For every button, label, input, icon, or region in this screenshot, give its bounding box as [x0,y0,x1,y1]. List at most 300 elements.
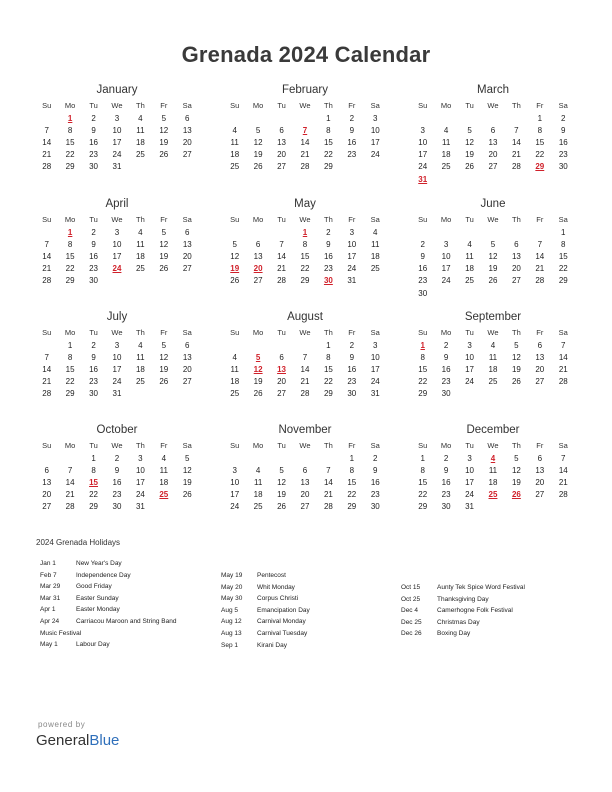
holiday-list-column-3 [401,582,525,640]
day-cell: 5 [232,239,237,249]
day-cell: 14 [42,251,52,261]
day-cell: 27 [253,276,263,286]
weekday-header: Tu [89,214,98,224]
holiday-date: Aug 13 [221,629,242,637]
holiday-name: Kirani Day [257,641,287,649]
day-cell: 19 [465,150,474,160]
holiday-item [221,593,310,605]
day-cell: 28 [323,502,333,512]
day-cell: 31 [370,389,380,399]
day-cell: 9 [349,352,355,362]
day-cell: 16 [370,477,380,487]
weekday-header: Sa [558,440,568,450]
holiday-item [401,594,525,606]
day-cell: 23 [441,490,451,500]
weekday-header: Fr [536,100,544,110]
weekday-header: Mo [440,440,452,450]
holiday-date: May 19 [221,572,243,579]
day-cell: 15 [418,364,428,374]
day-cell: 29 [323,389,333,399]
day-cell: 13 [42,477,52,487]
day-cell: 30 [441,389,451,399]
day-cell: 1 [326,340,331,350]
day-cell: 24 [441,276,451,286]
month-december [411,422,575,513]
weekday-header: Su [42,440,52,450]
holiday-date: Aug 5 [221,606,238,614]
day-cell: 2 [326,227,331,237]
day-cell: 9 [91,239,96,249]
month-table [223,325,387,400]
empty-cell [481,112,504,124]
day-cell: 10 [112,352,122,362]
day-cell: 26 [511,377,521,387]
weekday-header: Mo [252,327,264,337]
day-cell: 21 [535,264,545,274]
holiday-item [40,616,176,628]
weekday-header: We [487,100,499,110]
day-cell: 19 [182,477,192,487]
day-cell: 17 [441,264,451,274]
empty-cell [505,112,528,124]
day-cell: 19 [253,377,263,387]
weekday-header: Th [136,327,145,337]
empty-cell [505,173,528,185]
day-cell: 28 [65,502,75,512]
day-cell: 2 [91,227,96,237]
weekday-header: Tu [277,327,286,337]
empty-cell [505,287,528,299]
empty-cell [458,226,481,238]
generalblue-logo[interactable] [36,732,119,749]
holiday-name: Camerhogne Folk Festival [437,607,513,615]
day-cell: 5 [161,227,167,237]
month-name: February [281,84,329,96]
day-cell: 1 [420,340,425,350]
weekday-header: Mo [64,327,76,337]
day-cell: 2 [443,453,449,463]
day-cell: 22 [347,490,357,500]
holiday-date: Dec 26 [401,630,422,638]
day-cell: 23 [112,490,122,500]
day-cell: 7 [514,125,519,135]
holiday-name: Pentecost [257,572,286,579]
day-cell: 20 [42,490,52,500]
weekday-header: Fr [536,327,544,337]
day-cell: 5 [279,465,284,475]
day-cell: 13 [535,465,545,475]
day-cell: 31 [347,276,357,286]
day-cell: 3 [373,340,378,350]
day-cell: 7 [302,125,308,135]
empty-cell [246,226,269,238]
holiday-item [40,558,176,570]
day-cell: 4 [138,113,143,123]
day-cell: 8 [326,125,331,135]
day-cell: 6 [514,239,519,249]
day-cell: 2 [91,113,96,123]
holiday-name: Boxing Day [437,630,471,638]
day-cell: 18 [253,490,263,500]
holiday-item [221,570,310,582]
empty-cell [505,226,528,238]
day-cell: 6 [185,227,190,237]
day-cell: 30 [418,288,428,298]
month-name: August [287,311,323,323]
empty-cell [293,112,316,124]
empty-cell [152,161,175,173]
weekday-header: Su [418,440,428,450]
weekday-header: Fr [348,440,356,450]
day-cell: 22 [65,264,75,274]
day-cell: 22 [418,377,428,387]
day-cell: 20 [488,150,498,160]
month-table [223,98,387,173]
empty-cell [434,226,457,238]
day-cell: 6 [537,453,543,463]
holiday-date: Dec 25 [401,618,422,626]
weekday-header: Th [512,214,521,224]
day-cell: 29 [300,276,310,286]
day-cell: 3 [420,125,425,135]
day-cell: 16 [323,251,333,261]
empty-cell [176,161,199,173]
empty-cell [458,173,481,185]
empty-cell [129,161,152,173]
holiday-name: Whit Monday [257,583,295,591]
day-cell: 30 [89,162,98,172]
day-cell: 15 [89,477,98,487]
day-cell: 25 [488,490,498,500]
day-cell: 8 [420,352,425,362]
day-cell: 4 [467,239,472,249]
page-title: Grenada 2024 Calendar [181,42,431,67]
empty-cell [246,112,269,124]
holiday-item [40,581,176,593]
day-cell: 27 [535,377,545,387]
holidays-title: 2024 Grenada Holidays [36,538,121,547]
day-cell: 25 [135,377,145,387]
empty-cell [528,173,551,185]
weekday-header: We [111,327,123,337]
day-cell: 12 [253,364,263,374]
day-cell: 22 [558,264,568,274]
day-cell: 18 [441,150,451,160]
holiday-item [401,605,525,617]
day-cell: 30 [558,162,568,172]
day-cell: 17 [370,137,380,147]
month-table [411,98,575,185]
day-cell: 13 [277,137,286,147]
day-cell: 6 [279,352,284,362]
weekday-header: Su [230,214,240,224]
holiday-name: Carnival Tuesday [257,629,308,637]
month-july [35,309,199,400]
day-cell: 25 [230,162,240,172]
day-cell: 28 [42,276,52,286]
day-cell: 27 [277,162,286,172]
day-cell: 11 [230,137,239,147]
weekday-header: Tu [465,440,474,450]
day-cell: 26 [182,490,192,500]
empty-cell [364,275,387,287]
empty-cell [552,173,575,185]
day-cell: 11 [136,125,145,135]
weekday-header: Th [136,100,145,110]
empty-cell [481,173,504,185]
month-table [223,438,387,513]
day-cell: 12 [182,465,192,475]
empty-cell [552,287,575,299]
holiday-date: May 30 [221,595,243,603]
day-cell: 23 [418,276,428,286]
weekday-header: Su [42,327,52,337]
day-cell: 14 [42,137,52,147]
day-cell: 18 [488,364,498,374]
day-cell: 23 [370,490,380,500]
day-cell: 24 [370,377,380,387]
day-cell: 2 [114,453,120,463]
weekday-header: We [299,440,311,450]
day-cell: 16 [441,477,451,487]
day-cell: 31 [135,502,145,512]
day-cell: 15 [65,364,75,374]
empty-cell [105,275,128,287]
weekday-header: Mo [64,440,76,450]
empty-cell [481,287,504,299]
day-cell: 17 [347,251,357,261]
day-cell: 22 [65,377,75,387]
day-cell: 9 [91,125,96,135]
holiday-item [40,570,176,582]
day-cell: 27 [42,502,52,512]
holiday-name: Christmas Day [437,618,480,626]
day-cell: 21 [42,150,52,160]
empty-cell [293,452,316,464]
holiday-date: Dec 4 [401,607,418,615]
day-cell: 26 [488,276,498,286]
day-cell: 21 [323,490,333,500]
weekday-header: Mo [252,100,264,110]
day-cell: 10 [370,352,380,362]
day-cell: 2 [373,453,378,463]
day-cell: 12 [465,137,474,147]
month-name: January [96,84,138,96]
weekday-header: Sa [182,214,192,224]
empty-cell [270,452,293,464]
day-cell: 17 [230,490,240,500]
weekday-header: Th [512,100,521,110]
day-cell: 22 [535,150,545,160]
day-cell: 16 [89,364,98,374]
day-cell: 3 [232,465,237,475]
weekday-header: We [111,100,123,110]
empty-cell [528,287,551,299]
weekday-header: Tu [465,214,474,224]
weekday-header: Th [324,327,333,337]
weekday-header: Sa [370,214,380,224]
day-cell: 28 [277,276,286,286]
day-cell: 7 [44,239,49,249]
holiday-item [401,617,525,629]
month-name: April [105,198,129,210]
day-cell: 29 [65,276,75,286]
day-cell: 11 [465,251,474,261]
day-cell: 17 [112,137,122,147]
weekday-header: We [299,214,311,224]
month-august [223,309,387,400]
day-cell: 19 [159,364,169,374]
holiday-name: Easter Sunday [76,594,119,602]
day-cell: 29 [535,162,545,172]
day-cell: 7 [302,352,308,362]
day-cell: 4 [490,340,496,350]
empty-cell [458,112,481,124]
month-june [411,196,575,299]
weekday-header: Th [512,327,521,337]
day-cell: 26 [253,389,263,399]
day-cell: 29 [347,502,357,512]
day-cell: 9 [373,465,378,475]
day-cell: 28 [511,162,521,172]
day-cell: 2 [349,340,355,350]
day-cell: 15 [300,251,310,261]
empty-cell [152,275,175,287]
day-cell: 16 [347,364,357,374]
weekday-header: Su [230,100,240,110]
day-cell: 4 [232,125,237,135]
weekday-header: Tu [89,327,98,337]
day-cell: 19 [159,251,169,261]
weekday-header: Mo [252,440,264,450]
weekday-header: Fr [348,100,356,110]
weekday-header: We [487,327,499,337]
weekday-header: Fr [160,440,168,450]
day-cell: 23 [89,264,98,274]
day-cell: 8 [537,125,543,135]
day-cell: 14 [535,251,545,261]
holiday-date: May 1 [40,641,58,649]
holiday-name: Independence Day [76,571,131,579]
day-cell: 17 [112,251,122,261]
day-cell: 11 [159,465,168,475]
day-cell: 29 [558,276,568,286]
day-cell: 14 [323,477,333,487]
day-cell: 7 [44,352,49,362]
day-cell: 8 [67,125,73,135]
holiday-date: May 20 [221,583,243,591]
day-cell: 8 [302,239,308,249]
holiday-item [221,605,310,617]
day-cell: 1 [420,453,425,463]
day-cell: 15 [535,137,545,147]
day-cell: 24 [112,264,122,274]
day-cell: 4 [232,352,237,362]
day-cell: 15 [65,251,75,261]
day-cell: 10 [135,465,145,475]
holiday-item [40,628,176,640]
weekday-header: Fr [160,214,168,224]
day-cell: 30 [323,276,333,286]
day-cell: 21 [558,364,568,374]
day-cell: 12 [488,251,498,261]
day-cell: 21 [42,264,52,274]
day-cell: 19 [159,137,169,147]
holiday-date: Jan 1 [40,560,56,567]
day-cell: 26 [277,502,286,512]
empty-cell [411,226,434,238]
day-cell: 6 [302,465,308,475]
day-cell: 22 [65,150,75,160]
month-name: July [106,311,128,323]
day-cell: 3 [349,227,355,237]
day-cell: 31 [112,389,122,399]
month-september [411,309,575,400]
day-cell: 23 [347,377,357,387]
weekday-header: Su [418,214,428,224]
day-cell: 9 [443,352,449,362]
day-cell: 20 [535,364,545,374]
day-cell: 16 [347,137,357,147]
day-cell: 4 [373,227,378,237]
day-cell: 29 [89,502,98,512]
weekday-header: Fr [536,214,544,224]
day-cell: 3 [114,113,120,123]
empty-cell [528,226,551,238]
day-cell: 27 [182,264,192,274]
day-cell: 26 [465,162,474,172]
day-cell: 3 [138,453,143,463]
day-cell: 17 [465,364,474,374]
day-cell: 6 [185,113,190,123]
day-cell: 11 [371,239,380,249]
day-cell: 4 [443,125,449,135]
powered-by-text: powered by [38,720,86,729]
day-cell: 20 [277,150,286,160]
month-table [35,98,199,173]
weekday-header: Su [42,100,52,110]
weekday-header: Fr [536,440,544,450]
holiday-date: Mar 29 [40,583,61,591]
day-cell: 1 [326,113,331,123]
day-cell: 26 [159,264,169,274]
day-cell: 19 [488,264,498,274]
day-cell: 28 [535,276,545,286]
day-cell: 20 [535,477,545,487]
weekday-header: Fr [160,100,168,110]
month-march [411,82,575,185]
day-cell: 13 [182,125,192,135]
empty-cell [505,501,528,513]
weekday-header: Mo [64,214,76,224]
day-cell: 28 [558,377,568,387]
day-cell: 10 [465,465,474,475]
empty-cell [35,339,58,351]
day-cell: 17 [465,477,474,487]
weekday-header: Su [42,214,52,224]
day-cell: 30 [89,389,98,399]
day-cell: 23 [347,150,357,160]
empty-cell [434,173,457,185]
day-cell: 13 [182,352,192,362]
weekday-header: Sa [370,100,380,110]
logo-blue-text: Blue [89,732,120,749]
day-cell: 12 [277,477,286,487]
weekday-header: Tu [89,440,98,450]
holiday-item [221,640,310,652]
holiday-name: Labour Day [76,641,110,649]
day-cell: 14 [558,465,568,475]
